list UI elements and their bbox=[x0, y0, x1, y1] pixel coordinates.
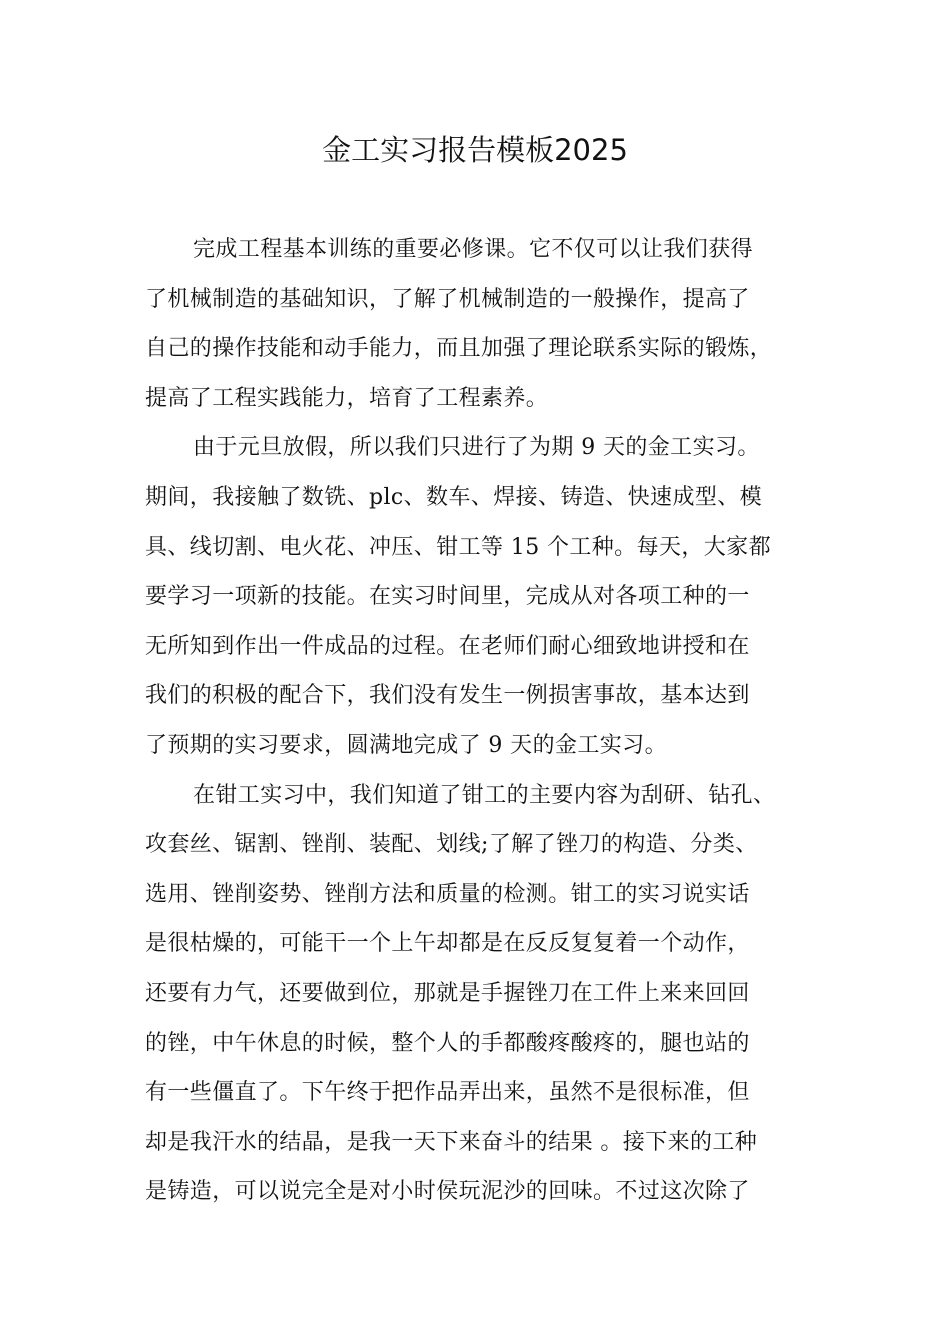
paragraph-2-line: 由于元旦放假，所以我们只进行了为期 9 天的金工实习。 bbox=[193, 435, 760, 461]
paragraph-3-line: 在钳工实习中，我们知道了钳工的主要内容为刮研、钻孔、 bbox=[193, 782, 776, 808]
paragraph-2-line: 具、线切割、电火花、冲压、钳工等 15 个工种。每天，大家都 bbox=[145, 534, 771, 560]
paragraph-2-line: 我们的积极的配合下，我们没有发生一例损害事故，基本达到 bbox=[145, 683, 750, 709]
paragraph-1-line: 完成工程基本训练的重要必修课。它不仅可以让我们获得 bbox=[193, 237, 754, 262]
paragraph-1-line: 提高了工程实践能力，培育了工程素养。 bbox=[145, 385, 549, 411]
paragraph-2-line: 期间，我接触了数铣、plc、数车、焊接、铸造、快速成型、模 bbox=[145, 484, 763, 510]
paragraph-3-line: 选用、锉削姿势、锉削方法和质量的检测。钳工的实习说实话 bbox=[145, 881, 750, 907]
paragraph-3-line: 还要有力气，还要做到位，那就是手握锉刀在工件上来来回回 bbox=[145, 980, 750, 1006]
paragraph-3-line: 有一些僵直了。下午终于把作品弄出来，虽然不是很标准，但 bbox=[145, 1080, 750, 1106]
paragraph-2-line: 了预期的实习要求，圆满地完成了 9 天的金工实习。 bbox=[145, 732, 667, 758]
paragraph-1-line: 了机械制造的基础知识，了解了机械制造的一般操作，提高了 bbox=[145, 286, 750, 312]
paragraph-1-line: 自己的操作技能和动手能力，而且加强了理论联系实际的锻炼， bbox=[145, 336, 773, 362]
paragraph-3-line: 攻套丝、锯割、锉削、装配、划线;了解了锉刀的构造、分类、 bbox=[145, 832, 758, 858]
paragraph-3-line: 却是我汗水的结晶，是我一天下来奋斗的结果 。接下来的工种 bbox=[145, 1129, 758, 1155]
document-title: 金工实习报告模板2025 bbox=[322, 133, 628, 167]
paragraph-2-line: 无所知到作出一件成品的过程。在老师们耐心细致地讲授和在 bbox=[145, 633, 750, 659]
paragraph-3-line: 是很枯燥的，可能干一个上午却都是在反反复复着一个动作， bbox=[145, 931, 750, 957]
paragraph-2-line: 要学习一项新的技能。在实习时间里，完成从对各项工种的一 bbox=[145, 584, 750, 610]
paragraph-3-line: 的锉，中午休息的时候，整个人的手都酸疼酸疼的，腿也站的 bbox=[145, 1030, 750, 1056]
document-body bbox=[145, 231, 825, 1223]
paragraph-3-line: 是铸造，可以说完全是对小时侯玩泥沙的回味。不过这次除了 bbox=[145, 1179, 750, 1205]
